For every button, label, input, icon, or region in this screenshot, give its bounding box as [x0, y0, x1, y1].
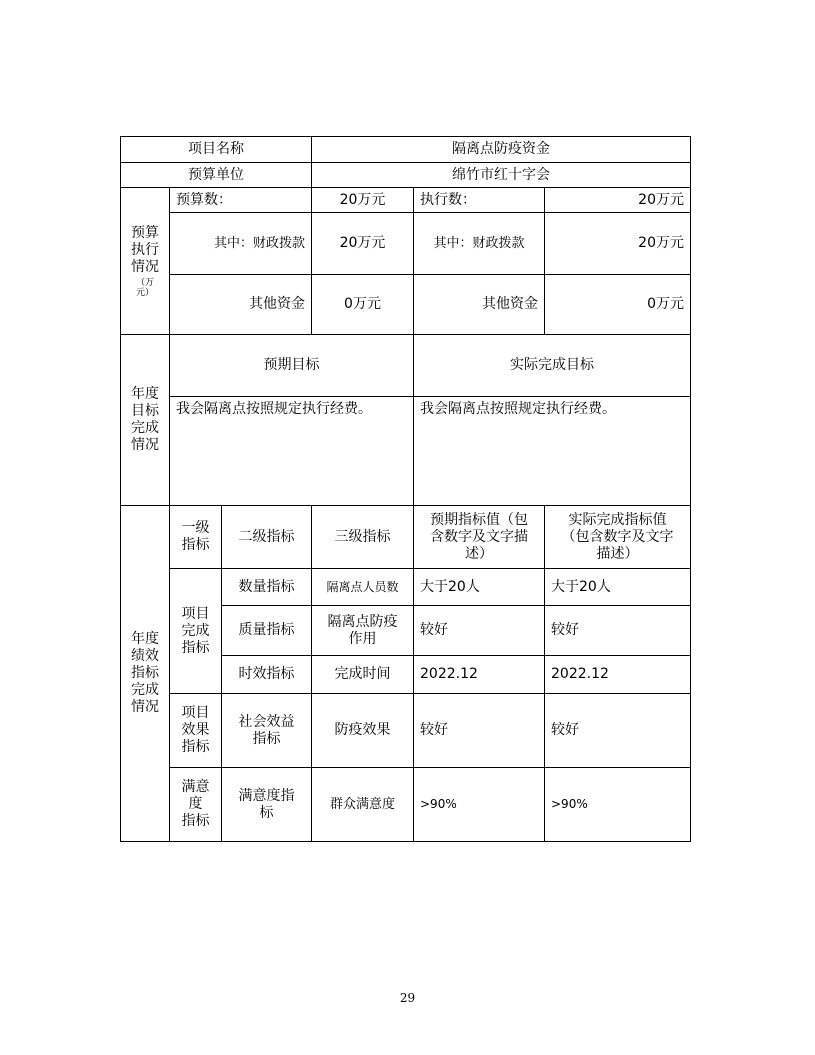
row-actual: >90% — [544, 767, 691, 842]
budget-count-value: 20万元 — [311, 187, 414, 213]
header-expected-line: 述） — [465, 545, 493, 562]
budget-exec-side-line: 情况 — [131, 258, 159, 275]
row-level3: 防疫效果 — [311, 693, 414, 768]
budget-unit-label: 预算单位 — [120, 162, 312, 188]
fiscal-label-left: 其中：财政拨款 — [169, 212, 312, 275]
header-level3: 三级指标 — [311, 505, 414, 569]
expected-goal-header: 预期目标 — [169, 334, 414, 397]
row-level2: 时效指标 — [221, 655, 312, 694]
budget-exec-side-line: 执行 — [131, 241, 159, 258]
performance-side-line: 情况 — [131, 699, 159, 715]
other-label-right: 其他资金 — [413, 274, 545, 335]
project-name-value: 隔离点防疫资金 — [311, 136, 691, 163]
row-actual: 大于20人 — [544, 568, 691, 606]
project-name-label: 项目名称 — [120, 136, 312, 163]
budget-count-label: 预算数： — [169, 187, 312, 213]
row-actual: 较好 — [544, 605, 691, 656]
group-level1-line: 项目 — [181, 605, 210, 622]
budget-exec-side-label — [120, 187, 170, 335]
header-actual — [544, 505, 691, 569]
row-level2: 数量指标 — [221, 568, 312, 606]
budget-exec-unit: （万元） — [135, 277, 154, 298]
actual-goal-text: 我会隔离点按照规定执行经费。 — [413, 396, 691, 506]
exec-count-value: 20万元 — [544, 187, 691, 213]
fiscal-value-right: 20万元 — [544, 212, 691, 275]
row-level2-line: 社会效益 — [238, 713, 295, 730]
header-level1-line: 一级 — [181, 520, 210, 536]
row-level3-line: 作用 — [348, 630, 377, 647]
row-level2-line: 标 — [259, 804, 274, 821]
header-expected-line: 含数字及文字描 — [430, 528, 528, 545]
group-level1-line: 指标 — [181, 739, 210, 755]
group-level1-line: 指标 — [181, 813, 210, 829]
budget-exec-side-line: 预算 — [131, 224, 159, 241]
row-expected: 较好 — [413, 693, 545, 768]
group-level1-line: 效果 — [181, 722, 210, 738]
row-expected: 大于20人 — [413, 568, 545, 606]
other-label-left: 其他资金 — [169, 274, 312, 335]
header-level1-line: 指标 — [181, 537, 210, 553]
actual-goal-header: 实际完成目标 — [413, 334, 691, 397]
header-actual-line: 描述） — [596, 545, 639, 562]
annual-goal-side-line: 目标 — [131, 403, 159, 419]
page-number: 29 — [399, 991, 416, 1005]
header-level1 — [169, 505, 222, 569]
fiscal-label-right: 其中：财政拨款 — [413, 212, 545, 275]
group-level1-line: 满意 — [181, 779, 210, 795]
budget-unit-value: 绵竹市红十字会 — [311, 162, 691, 188]
row-level3: 完成时间 — [311, 655, 414, 694]
row-level3: 群众满意度 — [311, 767, 414, 842]
performance-side-line: 绩效 — [131, 648, 159, 664]
row-level2-line: 指标 — [252, 730, 281, 747]
row-expected: 2022.12 — [413, 655, 545, 694]
row-level2: 质量指标 — [221, 605, 312, 656]
group-level1-line: 项目 — [181, 705, 210, 721]
row-expected: 较好 — [413, 605, 545, 656]
other-value-left: 0万元 — [311, 274, 414, 335]
row-level2 — [221, 693, 312, 768]
annual-goal-side-label — [120, 334, 170, 506]
row-level3-line: 隔离点防疫 — [327, 613, 398, 630]
header-expected-line: 预期指标值（包 — [430, 511, 528, 528]
performance-side-line: 年度 — [131, 631, 159, 647]
row-level3 — [311, 605, 414, 656]
performance-side-line: 指标 — [131, 665, 159, 681]
row-level3: 隔离点人员数 — [311, 568, 414, 606]
row-actual: 较好 — [544, 693, 691, 768]
group-level1 — [169, 693, 222, 768]
group-level1-line: 度 — [188, 796, 203, 812]
annual-goal-side-line: 年度 — [131, 386, 159, 402]
row-actual: 2022.12 — [544, 655, 691, 694]
group-level1-line: 完成 — [181, 622, 210, 639]
annual-goal-side-line: 完成 — [131, 420, 159, 436]
fiscal-value-left: 20万元 — [311, 212, 414, 275]
header-actual-line: 实际完成指标值 — [568, 511, 667, 528]
performance-side-line: 完成 — [131, 682, 159, 698]
expected-goal-text: 我会隔离点按照规定执行经费。 — [169, 396, 414, 506]
header-actual-line: （包含数字及文字 — [561, 528, 674, 545]
other-value-right: 0万元 — [544, 274, 691, 335]
annual-goal-side-line: 情况 — [131, 437, 159, 453]
row-level2-line: 满意度指 — [238, 787, 295, 804]
group-level1 — [169, 568, 222, 694]
exec-count-label: 执行数： — [413, 187, 545, 213]
header-level2: 二级指标 — [221, 505, 312, 569]
row-level2 — [221, 767, 312, 842]
header-expected — [413, 505, 545, 569]
group-level1 — [169, 767, 222, 842]
row-expected: >90% — [413, 767, 545, 842]
group-level1-line: 指标 — [181, 639, 210, 656]
performance-side-label — [120, 505, 170, 842]
